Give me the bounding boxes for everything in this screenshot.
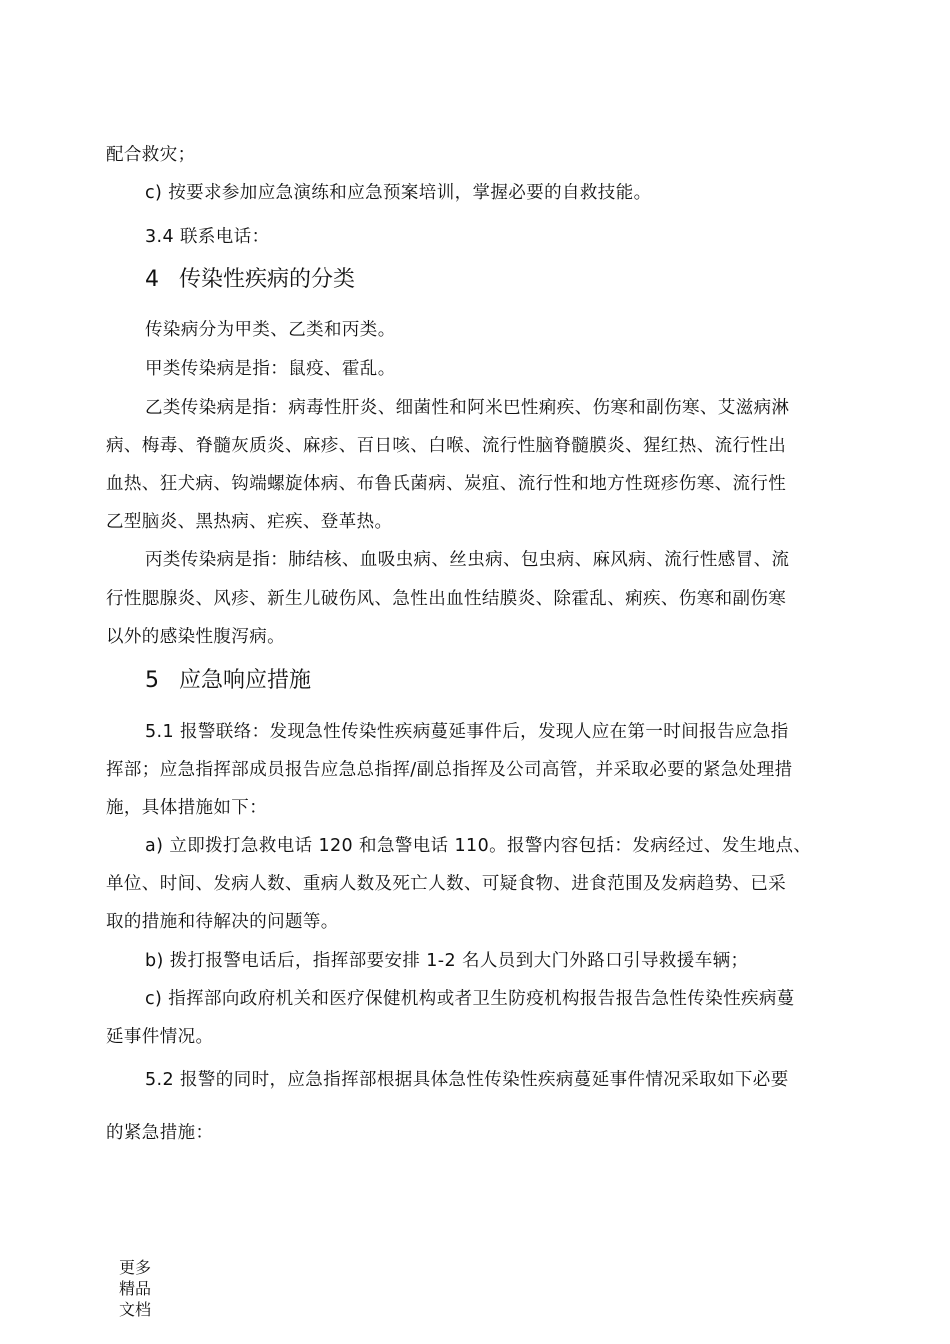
- paragraph-line: 单位、时间、发病人数、重病人数及死亡人数、可疑食物、进食范围及发病趋势、已采: [106, 874, 787, 894]
- paragraph-line: a) 立即拨打急救电话 120 和急警电话 110。报警内容包括：发病经过、发生地点、: [145, 836, 812, 856]
- paragraph-line: 丙类传染病是指：肺结核、血吸虫病、丝虫病、包虫病、麻风病、流行性感冒、流: [145, 550, 790, 570]
- paragraph-line: c) 指挥部向政府机关和医疗保健机构或者卫生防疫机构报告报告急性传染性疾病蔓: [145, 989, 795, 1009]
- paragraph-line: 病、梅毒、脊髓灰质炎、麻疹、百日咳、白喉、流行性脑脊髓膜炎、猩红热、流行性出: [106, 436, 787, 456]
- paragraph-line: 配合救灾；: [106, 145, 196, 165]
- paragraph-line: 的紧急措施：: [106, 1123, 214, 1143]
- paragraph-line: 3.4 联系电话：: [145, 227, 270, 247]
- paragraph-line: c) 按要求参加应急演练和应急预案培训，掌握必要的自救技能。: [145, 183, 652, 203]
- paragraph-line: 乙型脑炎、黑热病、疟疾、登革热。: [106, 512, 393, 532]
- section-heading: [145, 265, 355, 295]
- section-number: 5: [145, 668, 159, 693]
- paragraph-line: 施，具体措施如下：: [106, 798, 268, 818]
- paragraph-line: 血热、狂犬病、钩端螺旋体病、布鲁氏菌病、炭疽、流行性和地方性斑疹伤寒、流行性: [106, 474, 787, 494]
- paragraph-line: b) 拨打报警电话后，指挥部要安排 1-2 名人员到大门外路口引导救援车辆；: [145, 951, 749, 971]
- paragraph-line: 延事件情况。: [106, 1027, 214, 1047]
- paragraph-line: 5.2 报警的同时，应急指挥部根据具体急性传染性疾病蔓延事件情况采取如下必要: [145, 1070, 789, 1090]
- section-title: 应急响应措施: [179, 668, 312, 693]
- paragraph-line: 乙类传染病是指：病毒性肝炎、细菌性和阿米巴性痢疾、伤寒和副伤寒、艾滋病淋: [145, 398, 790, 418]
- footer-watermark-text: 更多精品文档: [119, 1258, 152, 1319]
- paragraph-line: 取的措施和待解决的问题等。: [106, 912, 339, 932]
- paragraph-line: 甲类传染病是指：鼠疫、霍乱。: [145, 359, 396, 379]
- paragraph-line: 以外的感染性腹泻病。: [106, 627, 285, 647]
- section-heading: [145, 666, 311, 696]
- paragraph-line: 传染病分为甲类、乙类和丙类。: [145, 320, 396, 340]
- paragraph-line: 5.1 报警联络：发现急性传染性疾病蔓延事件后，发现人应在第一时间报告应急指: [145, 722, 789, 742]
- section-title: 传染性疾病的分类: [179, 267, 356, 292]
- paragraph-line: 挥部；应急指挥部成员报告应急总指挥/副总指挥及公司高管，并采取必要的紧急处理措: [106, 760, 793, 780]
- paragraph-line: 行性腮腺炎、风疹、新生儿破伤风、急性出血性结膜炎、除霍乱、痢疾、伤寒和副伤寒: [106, 589, 787, 609]
- section-number: 4: [145, 267, 159, 292]
